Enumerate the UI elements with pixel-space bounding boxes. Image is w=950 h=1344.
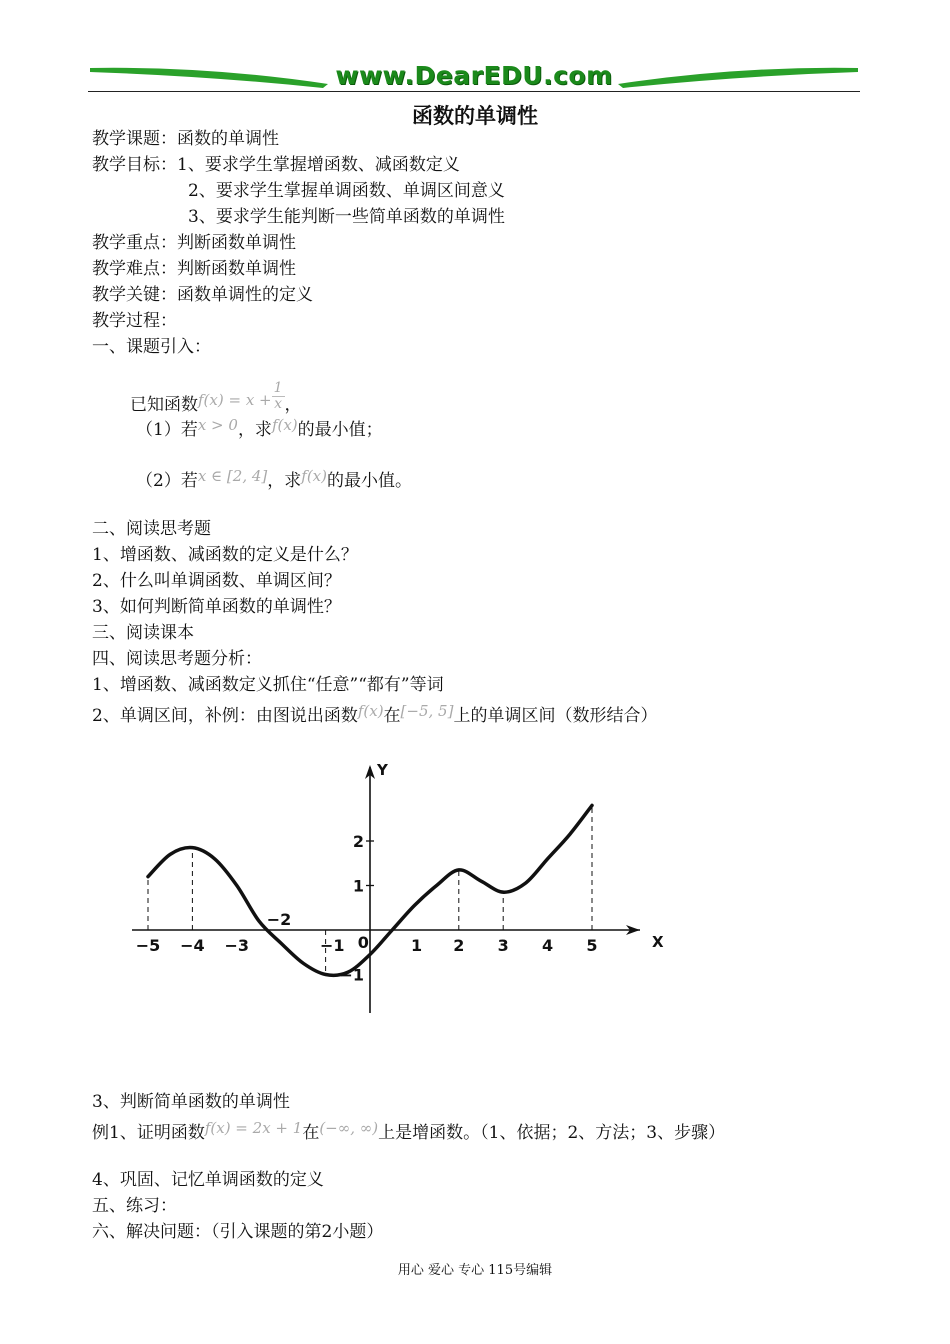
- p2-prefix: 2、单调区间，补例：由图说出函数: [92, 706, 358, 726]
- q2-prefix: （2）若: [136, 471, 198, 491]
- example-interval: (−∞, ∞): [319, 1119, 379, 1137]
- example-1-line: [92, 1119, 726, 1144]
- section2-q1: 1、增函数、减函数的定义是什么？: [92, 545, 358, 565]
- question-2-line: [136, 467, 412, 492]
- fraction-numerator: 1: [273, 380, 283, 396]
- y-axis-label: Y: [377, 761, 388, 779]
- section4-point-4: 4、巩固、记忆单调函数的定义: [92, 1170, 324, 1190]
- p2-interval: [−5, 5]: [400, 702, 454, 720]
- fraction-one-over-x: [272, 381, 285, 412]
- section2-q3: 3、如何判断简单函数的单调性？: [92, 597, 341, 617]
- site-header: [88, 58, 860, 98]
- example-mid: 在: [302, 1123, 320, 1143]
- section6-heading: 六、解决问题：（引入课题的第2小题）: [92, 1222, 384, 1242]
- example-prefix: 例1、证明函数: [92, 1123, 205, 1143]
- q2-function: f(x): [301, 467, 327, 485]
- q1-condition: x > 0: [197, 416, 238, 434]
- x-tick-label: 2: [453, 936, 465, 955]
- section4-heading: 四、阅读思考题分析：: [92, 649, 262, 669]
- x-tick-label: 4: [542, 936, 554, 955]
- q1-suffix: 的最小值；: [297, 420, 383, 440]
- q1-mid: ，求: [237, 420, 272, 440]
- x-tick-label: −2: [266, 910, 292, 929]
- section4-point-1: 1、增函数、减函数定义抓住“任意”“都有”等词: [92, 675, 444, 695]
- header-divider: [88, 91, 860, 92]
- p2-function: f(x): [357, 702, 384, 720]
- q2-mid: ，求: [267, 471, 302, 491]
- page-footer: 用心 爱心 专心 115号编辑: [397, 1263, 553, 1278]
- meta-process: 教学过程：: [92, 311, 177, 331]
- meta-topic: 教学课题：函数的单调性: [92, 129, 279, 149]
- x-tick-label: −4: [180, 936, 205, 955]
- y-tick-label: 2: [352, 832, 364, 851]
- section3-heading: 三、阅读课本: [92, 623, 194, 643]
- meta-difficulty: 教学难点：判断函数单调性: [92, 259, 296, 279]
- q2-suffix: 的最小值。: [326, 471, 412, 491]
- meta-crux: 教学关键：函数单调性的定义: [92, 285, 313, 305]
- meta-goal-2: 2、要求学生掌握单调函数、单调区间意义: [188, 181, 505, 201]
- q1-prefix: （1）若: [136, 420, 198, 440]
- x-tick-label: 5: [586, 936, 598, 955]
- p2-mid: 在: [383, 706, 401, 726]
- known-prefix: 已知函数: [130, 395, 198, 415]
- section2-q2: 2、什么叫单调函数、单调区间？: [92, 571, 341, 591]
- q1-function: f(x): [271, 416, 298, 434]
- meta-goal-1: 教学目标：1、要求学生掌握增函数、减函数定义: [92, 155, 460, 175]
- x-tick-label: 1: [411, 936, 423, 955]
- document-title: 函数的单调性: [412, 104, 538, 128]
- x-tick-label: −1: [319, 936, 345, 955]
- section4-point-3: 3、判断简单函数的单调性: [92, 1092, 290, 1112]
- x-tick-label: 3: [497, 936, 509, 955]
- x-tick-label: −5: [135, 936, 161, 955]
- function-graph: [120, 755, 680, 1025]
- example-function: f(x) = 2x + 1: [204, 1119, 303, 1137]
- known-suffix: ，: [284, 395, 302, 415]
- y-tick-label: −1: [339, 965, 364, 985]
- x-axis-label: X: [652, 933, 664, 951]
- example-suffix: 上是增函数。（1、依据；2、方法；3、步骤）: [378, 1123, 726, 1143]
- meta-goal-3: 3、要求学生能判断一些简单函数的单调性: [188, 207, 505, 227]
- fraction-denominator: x: [274, 396, 283, 412]
- p2-suffix: 上的单调区间（数形结合）: [453, 706, 658, 726]
- meta-key-point: 教学重点：判断函数单调性: [92, 233, 296, 253]
- site-logo-text[interactable]: www.DearEDU.com: [335, 61, 613, 90]
- x-tick-label: 0: [357, 933, 369, 952]
- section5-heading: 五、练习：: [92, 1196, 177, 1216]
- question-1-line: [136, 416, 383, 441]
- section1-heading: 一、课题引入：: [92, 337, 211, 357]
- section4-point-2: [92, 702, 658, 727]
- section2-heading: 二、阅读思考题: [92, 519, 211, 539]
- x-tick-label: −3: [224, 936, 250, 955]
- known-function-expr: f(x) = x +: [198, 391, 272, 409]
- q2-condition: x ∈ [2, 4]: [197, 467, 268, 485]
- y-tick-label: 1: [352, 876, 364, 896]
